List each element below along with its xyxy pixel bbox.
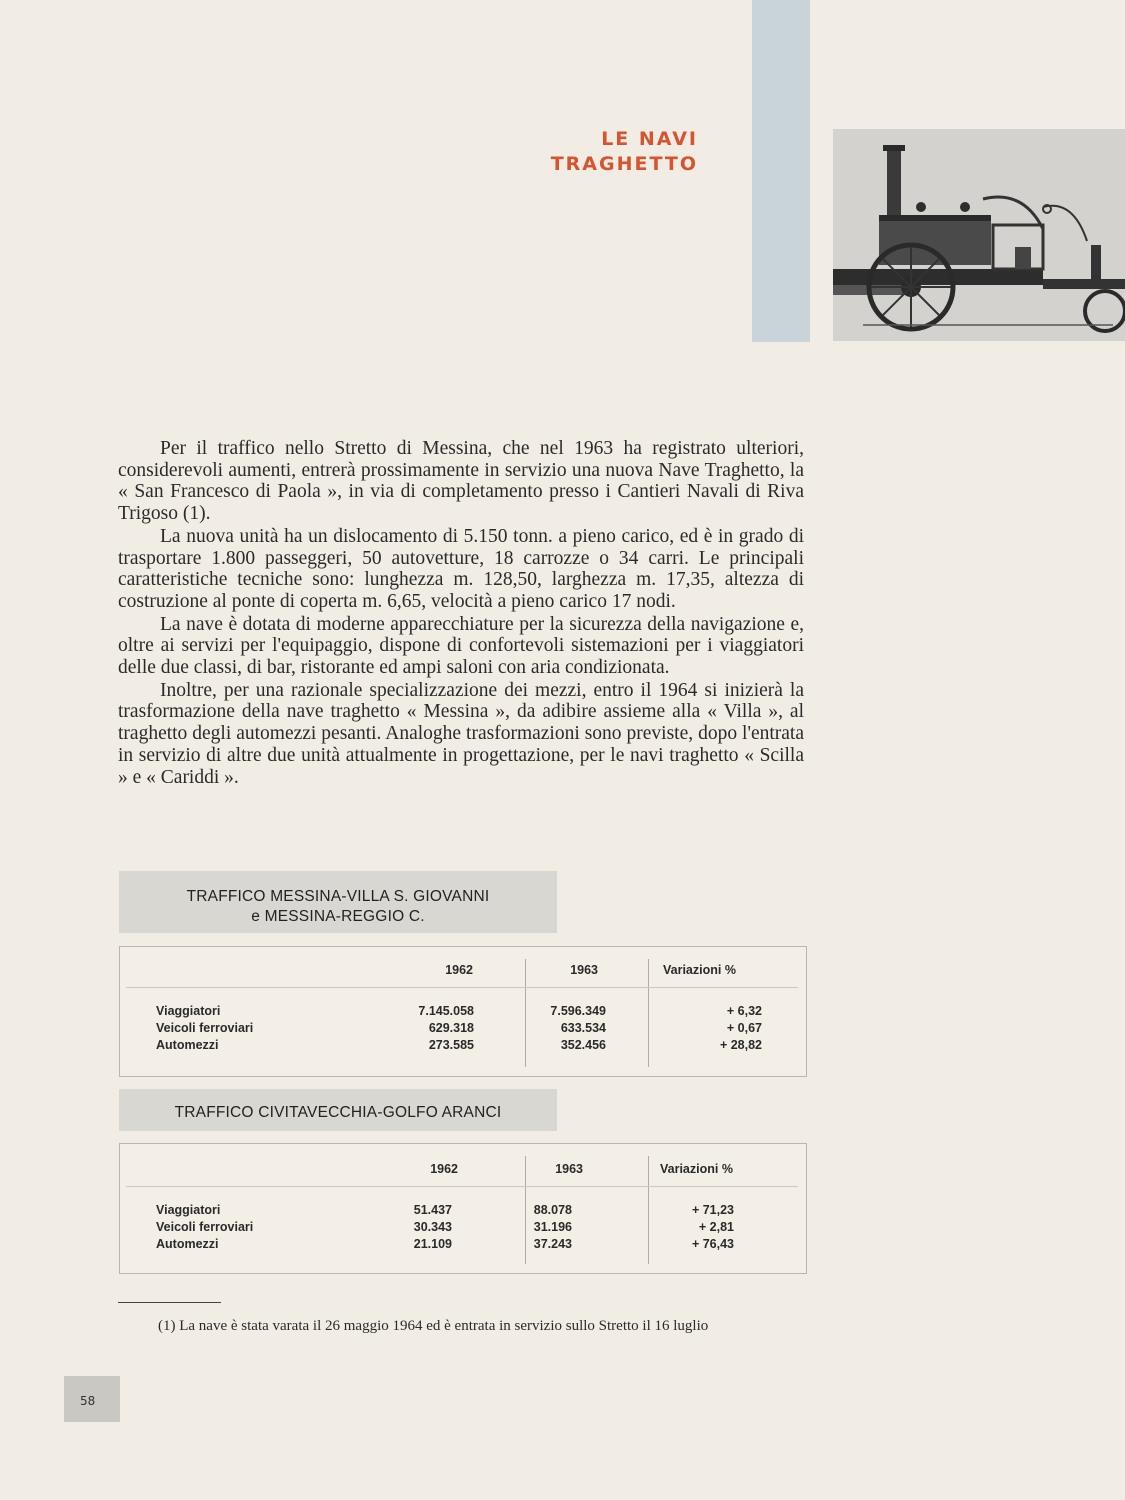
table1-divider (648, 959, 649, 1067)
table1-row-label: Veicoli ferroviari (156, 1021, 254, 1035)
table2-cell-variazione: + 2,81 (698, 1220, 734, 1234)
footnote-rule (118, 1302, 221, 1303)
table1-header-1962: 1962 (445, 963, 473, 977)
footnote (118, 1318, 806, 1334)
table1-title-line1: TRAFFICO MESSINA-VILLA S. GIOVANNI (186, 888, 490, 905)
paragraph-3: La nave è dotata di moderne apparecchiature per la sicurezza della navigazione e, oltre ai servizi per l'equipaggio, dispone di confortevoli sistemazioni per i viaggiatori delle due classi, di bar, ristorante ed ampi saloni con aria condizionata. (118, 613, 804, 679)
body-text (118, 438, 804, 789)
paragraph-1: Per il traffico nello Stretto di Messina, che nel 1963 ha registrato ulteriori, considerevoli aumenti, entrerà prossimamente in servizio una nuova Nave Traghetto, la « San Francesco di Paola », in via di completamento presso i Cantieri Navali di Riva Trigoso (1). (118, 438, 804, 525)
table2-header-variazioni: Variazioni % (660, 1162, 733, 1176)
table1-header-1963: 1963 (570, 963, 598, 977)
table2-title-text: TRAFFICO CIVITAVECCHIA-GOLFO ARANCI (174, 1104, 502, 1121)
table2-row-label: Viaggiatori (156, 1203, 221, 1217)
table2-cell-1963: 31.196 (533, 1220, 572, 1234)
table1-cell-1962: 629.318 (428, 1021, 474, 1035)
section-title-line1: LE NAVI (601, 128, 698, 150)
table2-row-label: Automezzi (156, 1237, 219, 1251)
table1-row-label: Automezzi (156, 1038, 219, 1052)
table1-title (119, 871, 557, 933)
table2-cell-variazione: + 71,23 (691, 1203, 734, 1217)
table2 (119, 1143, 807, 1274)
paragraph-4: Inoltre, per una razionale specializzazione dei mezzi, entro il 1964 si inizierà la trasformazione della nave traghetto « Messina », da adibire assieme alla « Villa », al traghetto degli automezzi pesanti. Analoghe trasformazioni sono previste, dopo l'entrata in servizio di altre due unità attualmente in progettazione, per le navi traghetto « Scilla » e « Cariddi ». (118, 679, 804, 788)
table2-divider (648, 1156, 649, 1264)
table2-cell-1962: 30.343 (413, 1220, 452, 1234)
table1-row-label: Viaggiatori (156, 1004, 221, 1018)
table1-header-variazioni: Variazioni % (663, 963, 736, 977)
table1-cell-variazione: + 28,82 (719, 1038, 762, 1052)
table1-header-rule (126, 987, 798, 988)
table2-header-1963: 1963 (555, 1162, 583, 1176)
table2-cell-1963: 88.078 (533, 1203, 572, 1217)
table1-cell-1963: 352.456 (560, 1038, 606, 1052)
table2-title (119, 1089, 557, 1131)
table1-cell-1963: 633.534 (560, 1021, 606, 1035)
paragraph-2: La nuova unità ha un dislocamento di 5.150 tonn. a pieno carico, ed è in grado di trasportare 1.800 passeggeri, 50 autovetture, 18 carrozze o 34 carri. Le principali caratteristiche tecniche sono: lunghezza m. 128,50, larghezza m. 17,35, altezza di costruzione al ponte di coperta m. 6,65, velocità a pieno carico 17 nodi. (118, 525, 804, 612)
table2-cell-variazione: + 76,43 (691, 1237, 734, 1251)
table1-cell-1962: 273.585 (428, 1038, 474, 1052)
table1-cell-variazione: + 6,32 (726, 1004, 762, 1018)
section-title (551, 127, 698, 177)
table1-title-line2: e MESSINA-REGGIO C. (251, 908, 425, 925)
table2-cell-1963: 37.243 (533, 1237, 572, 1251)
table2-cell-1962: 51.437 (413, 1203, 452, 1217)
table2-header-rule (126, 1186, 798, 1187)
table1-cell-1963: 7.596.349 (550, 1004, 606, 1018)
section-title-line2: TRAGHETTO (550, 153, 698, 175)
table2-cell-1962: 21.109 (413, 1237, 452, 1251)
footnote-text: (1) La nave è stata varata il 26 maggio 1964 ed è entrata in servizio sullo Stretto il 16 luglio (158, 1318, 709, 1334)
table1-cell-variazione: + 0,67 (726, 1021, 762, 1035)
table2-row-label: Veicoli ferroviari (156, 1220, 254, 1234)
table1 (119, 946, 807, 1077)
decorative-blue-strip (752, 0, 810, 342)
table1-cell-1962: 7.145.058 (418, 1004, 474, 1018)
page-number: 58 (80, 1394, 96, 1408)
steam-locomotive-engraving (833, 129, 1125, 341)
table2-header-1962: 1962 (430, 1162, 458, 1176)
